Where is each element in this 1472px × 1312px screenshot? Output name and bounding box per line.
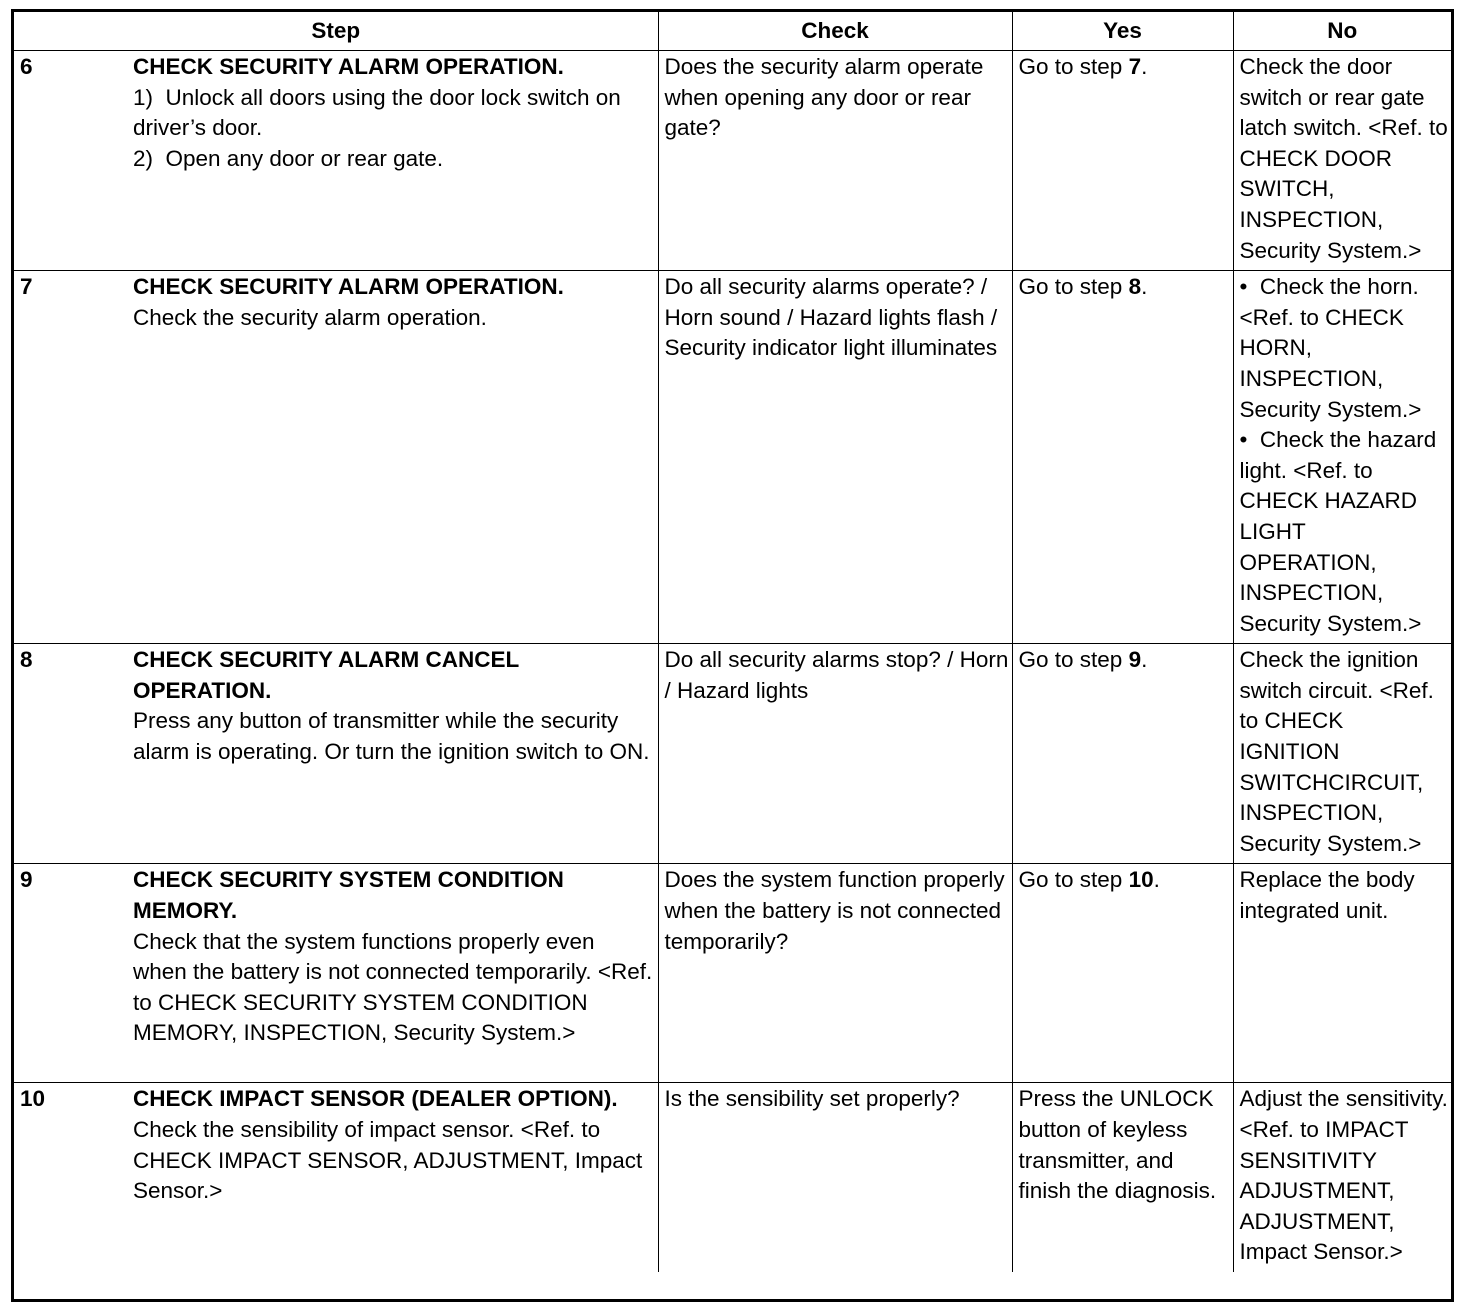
no-cell: Replace the body integrated unit.: [1233, 864, 1451, 1083]
header-step: Step: [14, 12, 658, 51]
no-cell: Adjust the sensitivity. <Ref. to IMPACT SENSITIVITY ADJUSTMENT, ADJUSTMENT, Impact Sensor.>: [1233, 1083, 1451, 1272]
step-number: 6: [20, 54, 33, 79]
yes-cell: [1012, 864, 1233, 1083]
check-cell: Does the system function properly when the battery is not connected temporarily?: [658, 864, 1012, 1083]
no-cell: Check the ignition switch circuit. <Ref. to CHECK IGNITION SWITCHCIRCUIT, INSPECTION, Security System.>: [1233, 644, 1451, 864]
no-cell: [1233, 271, 1451, 644]
step-number: 7: [20, 274, 33, 300]
table-row: [14, 271, 1451, 644]
no-bullet: • Check the hazard light. <Ref. to CHECK HAZARD LIGHT OPERATION, INSPECTION, Security System.>: [1239, 427, 1437, 636]
table-row: [14, 51, 1451, 271]
yes-step-link: 9: [1128, 647, 1142, 673]
check-cell: Does the security alarm operate when opening any door or rear gate?: [658, 51, 1012, 271]
step-description: Check the security alarm operation.: [133, 304, 487, 330]
header-row: [14, 12, 1451, 51]
step-title: CHECK SECURITY ALARM CANCEL OPERATION.: [133, 647, 519, 703]
check-cell: Do all security alarms stop? / Horn / Hazard lights: [658, 644, 1012, 864]
table-row: [14, 1083, 1451, 1272]
yes-cell: [1012, 271, 1233, 644]
yes-step-link: 7: [1128, 54, 1142, 79]
step-cell: [14, 864, 658, 1083]
step-cell: [14, 271, 658, 644]
yes-text: Go to step: [1018, 867, 1129, 893]
step-cell: [14, 1083, 658, 1272]
yes-text: Go to step: [1018, 274, 1129, 300]
header-yes: Yes: [1012, 12, 1233, 51]
diagnostic-table-frame: [11, 9, 1454, 1302]
step-cell: [14, 51, 658, 271]
yes-cell: Press the UNLOCK button of keyless transmitter, and finish the diagnosis.: [1012, 1083, 1233, 1272]
table-row: [14, 644, 1451, 864]
step-description: Press any button of transmitter while the security alarm is operating. Or turn the ignition switch to ON.: [133, 708, 650, 765]
yes-cell: [1012, 51, 1233, 271]
check-cell: Is the sensibility set properly?: [658, 1083, 1012, 1272]
yes-suffix: .: [1141, 274, 1148, 300]
no-cell: Check the door switch or rear gate latch switch. <Ref. to CHECK DOOR SWITCH, INSPECTION, Security System.>: [1233, 51, 1451, 271]
step-title: CHECK SECURITY SYSTEM CONDITION MEMORY.: [133, 867, 564, 924]
yes-suffix: .: [1141, 54, 1148, 79]
table-row: [14, 864, 1451, 1083]
yes-suffix: .: [1141, 647, 1148, 673]
no-bullet: • Check the horn. <Ref. to CHECK HORN, INSPECTION, Security System.>: [1239, 274, 1422, 422]
yes-step-link: 8: [1128, 274, 1142, 300]
header-no: No: [1233, 12, 1451, 51]
yes-text: Go to step: [1018, 54, 1129, 79]
yes-suffix: .: [1153, 867, 1160, 893]
check-cell: Do all security alarms operate? / Horn sound / Hazard lights flash / Security indicator light illuminates: [658, 271, 1012, 644]
step-number: 8: [20, 647, 33, 673]
step-substep: 2) Open any door or rear gate.: [133, 145, 444, 171]
step-title: CHECK IMPACT SENSOR (DEALER OPTION).: [133, 1086, 618, 1112]
yes-step-link: 10: [1128, 867, 1154, 893]
step-cell: [14, 644, 658, 864]
step-description: Check that the system functions properly even when the battery is not connected temporarily. <Ref. to CHECK SECURITY SYSTEM CONDITION MEMORY, INSPECTION, Security System.>: [133, 928, 653, 1046]
step-title: CHECK SECURITY ALARM OPERATION.: [133, 54, 564, 79]
yes-text: Go to step: [1018, 647, 1129, 673]
yes-cell: [1012, 644, 1233, 864]
step-number: 9: [20, 867, 33, 893]
step-description: Check the sensibility of impact sensor. <Ref. to CHECK IMPACT SENSOR, ADJUSTMENT, Impact Sensor.>: [133, 1117, 643, 1204]
step-title: CHECK SECURITY ALARM OPERATION.: [133, 274, 564, 300]
header-check: Check: [658, 12, 1012, 51]
diagnostic-table: [14, 12, 1451, 1272]
step-number: 10: [20, 1086, 46, 1112]
step-substep: 1) Unlock all doors using the door lock switch on driver’s door.: [133, 84, 621, 141]
